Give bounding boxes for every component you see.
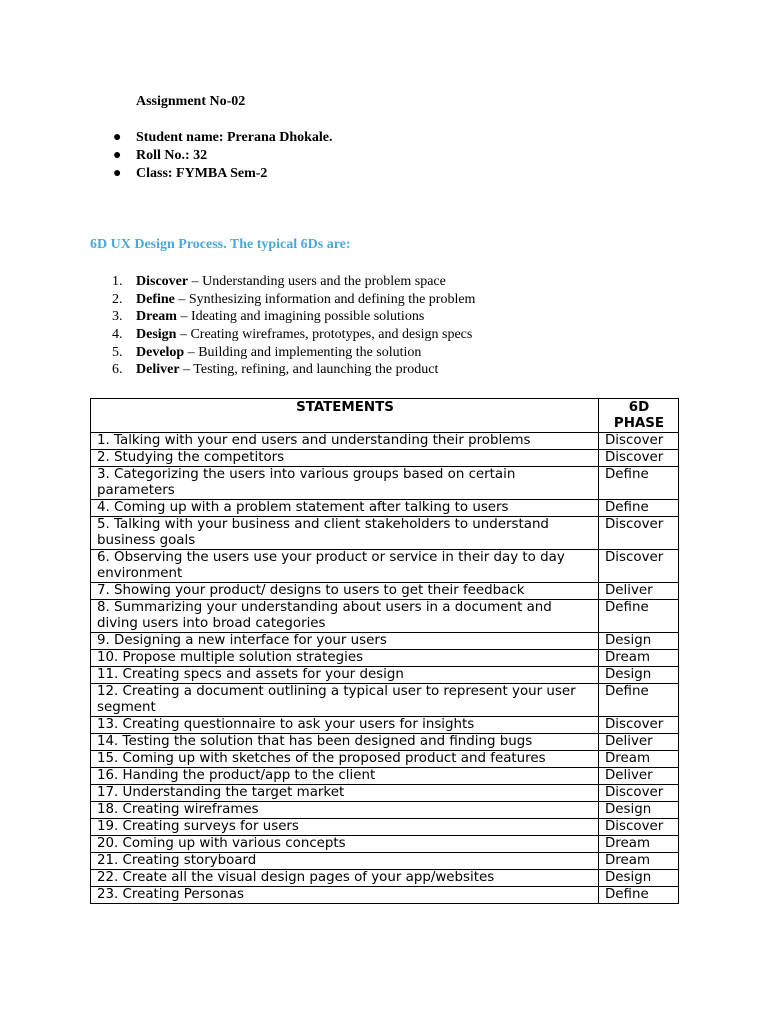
table-row: [91, 633, 679, 650]
phase-cell: Discover: [599, 550, 679, 583]
phase-description: – Building and implementing the solution: [184, 344, 422, 360]
phase-item-dream: [112, 308, 475, 326]
table-row: [91, 517, 679, 550]
statements-column-header: STATEMENTS: [91, 399, 599, 433]
phase-item-discover: [112, 273, 475, 291]
statement-cell: 15. Coming up with sketches of the proposed product and features: [91, 751, 599, 768]
list-number: 4.: [112, 327, 123, 343]
phase-cell: Discover: [599, 433, 679, 450]
phase-cell: Discover: [599, 450, 679, 467]
table-row: [91, 785, 679, 802]
statement-cell: 12. Creating a document outlining a typical user to represent your user segment: [91, 684, 599, 717]
phase-description: – Ideating and imagining possible solutions: [176, 309, 425, 325]
statement-cell: 16. Handing the product/app to the client: [91, 768, 599, 785]
list-number: 5.: [112, 344, 123, 360]
statement-cell: 6. Observing the users use your product or service in their day to day environment: [91, 550, 599, 583]
table-row: [91, 819, 679, 836]
table-row: [91, 717, 679, 734]
phase-cell: Dream: [599, 836, 679, 853]
phase-description: – Creating wireframes, prototypes, and design specs: [176, 327, 473, 343]
phase-cell: Design: [599, 802, 679, 819]
statement-cell: 9. Designing a new interface for your users: [91, 633, 599, 650]
table-row: [91, 467, 679, 500]
phase-cell: Discover: [599, 517, 679, 550]
process-heading: 6D UX Design Process. The typical 6Ds are:: [90, 237, 351, 252]
table-row: [91, 768, 679, 785]
phase-cell: Dream: [599, 751, 679, 768]
phase-name: Develop: [136, 344, 185, 360]
phase-cell: Define: [599, 500, 679, 517]
phase-cell: Design: [599, 633, 679, 650]
statement-cell: 8. Summarizing your understanding about users in a document and diving users into broad categories: [91, 600, 599, 633]
statement-cell: 21. Creating storyboard: [91, 853, 599, 870]
class-item: [112, 165, 333, 183]
phase-cell: Discover: [599, 819, 679, 836]
statement-cell: 1. Talking with your end users and understanding their problems: [91, 433, 599, 450]
table-row: [91, 802, 679, 819]
bullet-icon: ●: [113, 148, 122, 163]
statement-cell: 20. Coming up with various concepts: [91, 836, 599, 853]
list-number: 6.: [112, 362, 123, 378]
phase-item-define: [112, 291, 475, 309]
phase-cell: Deliver: [599, 583, 679, 600]
statement-cell: 17. Understanding the target market: [91, 785, 599, 802]
phase-cell: Discover: [599, 785, 679, 802]
phase-list: [112, 273, 475, 379]
statements-table: [90, 398, 679, 904]
bullet-icon: ●: [113, 166, 122, 181]
phase-cell: Dream: [599, 853, 679, 870]
statement-cell: 14. Testing the solution that has been designed and finding bugs: [91, 734, 599, 751]
phase-description: – Synthesizing information and defining the problem: [174, 291, 476, 307]
statement-cell: 19. Creating surveys for users: [91, 819, 599, 836]
phase-cell: Dream: [599, 650, 679, 667]
student-info-list: [112, 129, 333, 183]
phase-column-header: 6D PHASE: [599, 399, 679, 433]
table-row: [91, 667, 679, 684]
phase-cell: Deliver: [599, 734, 679, 751]
table-row: [91, 450, 679, 467]
student-name-text: Student name: Prerana Dhokale.: [136, 130, 333, 145]
phase-cell: Define: [599, 684, 679, 717]
table-row: [91, 751, 679, 768]
statement-cell: 18. Creating wireframes: [91, 802, 599, 819]
statement-cell: 2. Studying the competitors: [91, 450, 599, 467]
phase-item-deliver: [112, 361, 475, 379]
roll-number-item: [112, 147, 333, 165]
table-row: [91, 684, 679, 717]
statement-cell: 11. Creating specs and assets for your design: [91, 667, 599, 684]
table-header-row: [91, 399, 679, 433]
phase-cell: Design: [599, 870, 679, 887]
student-name-item: [112, 129, 333, 147]
list-number: 3.: [112, 309, 123, 325]
roll-number-text: Roll No.: 32: [136, 148, 208, 163]
phase-description: – Understanding users and the problem space: [188, 274, 446, 289]
class-text: Class: FYMBA Sem-2: [136, 166, 268, 181]
list-number: 1.: [112, 274, 123, 289]
table-row: [91, 583, 679, 600]
table-row: [91, 550, 679, 583]
table-row: [91, 433, 679, 450]
statement-cell: 23. Creating Personas: [91, 887, 599, 904]
phase-name: Dream: [136, 309, 177, 325]
phase-name: Deliver: [136, 362, 180, 378]
statement-cell: 7. Showing your product/ designs to users to get their feedback: [91, 583, 599, 600]
table-row: [91, 836, 679, 853]
bullet-icon: ●: [113, 130, 122, 145]
table-row: [91, 500, 679, 517]
phase-name: Define: [136, 291, 175, 307]
phase-cell: Define: [599, 600, 679, 633]
table-row: [91, 650, 679, 667]
phase-cell: Deliver: [599, 768, 679, 785]
phase-item-develop: [112, 344, 475, 362]
phase-cell: Design: [599, 667, 679, 684]
statement-cell: 10. Propose multiple solution strategies: [91, 650, 599, 667]
phase-cell: Define: [599, 887, 679, 904]
assignment-title: Assignment No-02: [136, 94, 246, 109]
table-row: [91, 734, 679, 751]
list-number: 2.: [112, 291, 123, 307]
statement-cell: 13. Creating questionnaire to ask your users for insights: [91, 717, 599, 734]
phase-name: Discover: [136, 274, 189, 289]
statement-cell: 4. Coming up with a problem statement after talking to users: [91, 500, 599, 517]
phase-cell: Discover: [599, 717, 679, 734]
phase-description: – Testing, refining, and launching the product: [179, 362, 439, 378]
table-body: [91, 433, 679, 904]
statement-cell: 3. Categorizing the users into various groups based on certain parameters: [91, 467, 599, 500]
table-row: [91, 853, 679, 870]
phase-name: Design: [136, 327, 177, 343]
table-row: [91, 870, 679, 887]
statement-cell: 5. Talking with your business and client stakeholders to understand business goals: [91, 517, 599, 550]
phase-item-design: [112, 326, 475, 344]
phase-cell: Define: [599, 467, 679, 500]
statement-cell: 22. Create all the visual design pages of your app/websites: [91, 870, 599, 887]
table-row: [91, 600, 679, 633]
table-row: [91, 887, 679, 904]
